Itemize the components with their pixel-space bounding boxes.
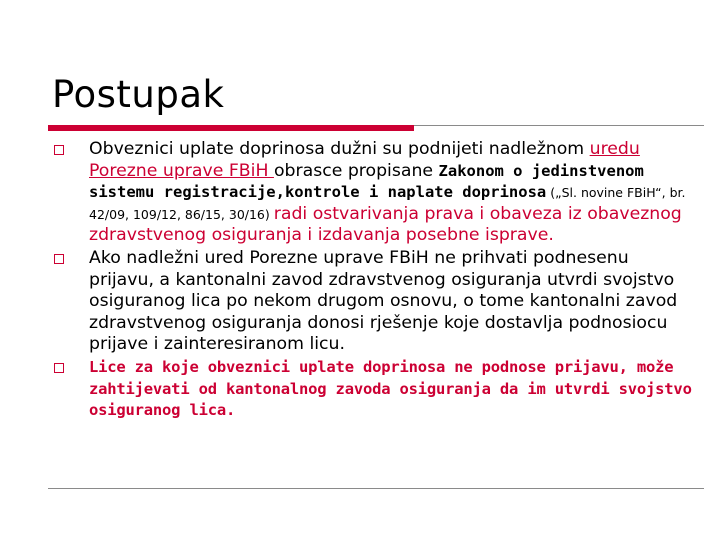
bullet-3-text: Lice za koje obveznici uplate doprinosa ne podnose prijavu, može zahtijevati od kantonalnog zavoda osiguranja da im utvrdi svojstvo osiguranog lica. xyxy=(89,357,692,420)
hollow-square-bullet-icon xyxy=(54,254,64,264)
bullet-2-text: Ako nadležni ured Porezne uprave FBiH ne prihvati podnesenu prijavu, a kantonalni zavod zdravstvenog osiguranja utvrdi svojstvo osiguranog lica po nekom drugom osnovu, o tome kantonalni zavod zdravstvenog osiguranja donosi rješenje koje dostavlja podnosiocu prijave i zainteresiranom licu. xyxy=(89,247,678,355)
bullet-item-2 xyxy=(52,248,692,356)
bullet-item-1 xyxy=(52,139,692,247)
bullet-1-text-c: radi ostvarivanja prava i obaveza iz obaveznog zdravstvenog osiguranja i izdavanja posebne isprave. xyxy=(89,203,682,246)
law-citation: („Sl. novine FBiH“, br. 42/09, 109/12, 86/15, 30/16) xyxy=(89,185,686,222)
title-accent-bar xyxy=(48,125,414,131)
porezna-uprava-link[interactable]: uredu Porezne uprave FBiH xyxy=(89,139,640,181)
bullet-item-3 xyxy=(52,357,692,422)
law-name: Zakonom o jedinstvenom sistemu registracije,kontrole i naplate doprinosa xyxy=(89,161,644,202)
hollow-square-bullet-icon xyxy=(54,145,64,155)
hollow-square-bullet-icon xyxy=(54,363,64,373)
bullet-list xyxy=(52,139,692,423)
slide-title: Postupak xyxy=(52,73,225,116)
bullet-1-text-b: obrasce propisane xyxy=(273,160,439,181)
bottom-divider xyxy=(48,488,704,489)
bullet-1-text-a: Obveznici uplate doprinosa dužni su podnijeti nadležnom xyxy=(89,139,590,159)
